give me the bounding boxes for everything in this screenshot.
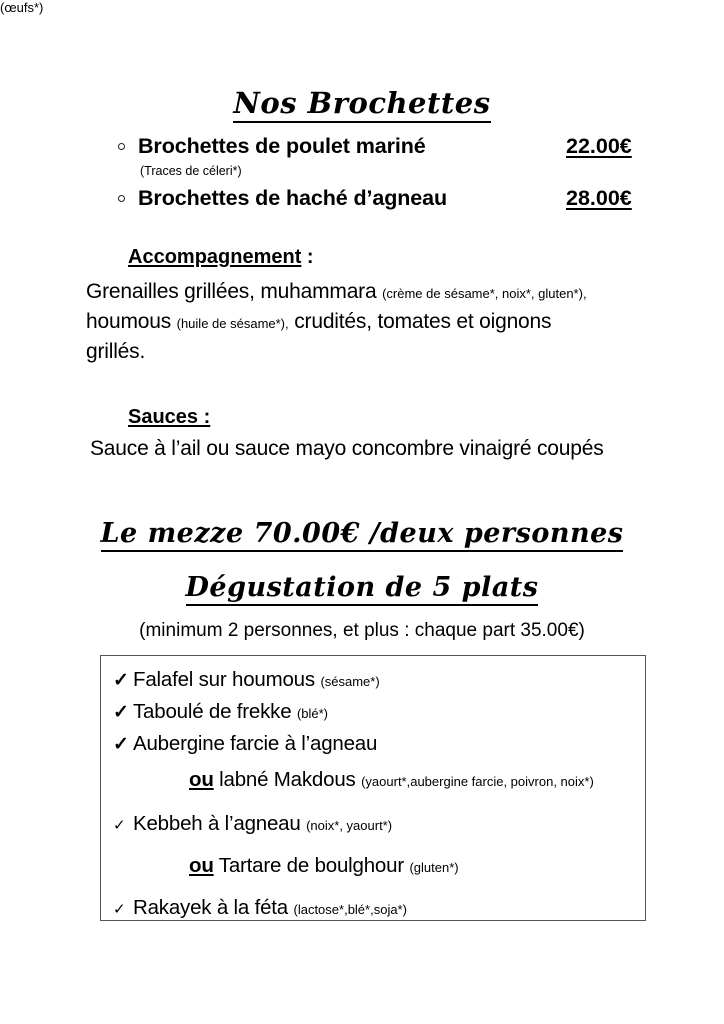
tasting-item-5-name: Rakayek à la féta <box>133 896 294 919</box>
brochettes-title-text: Nos Brochettes <box>233 86 490 123</box>
brochette-item-1 <box>0 134 724 164</box>
mezze-minimum-note: (minimum 2 personnes, et plus : chaque part 35.00€) <box>139 620 585 641</box>
brochettes-title <box>0 86 724 123</box>
sauces-heading <box>128 406 210 429</box>
degustation-title <box>0 572 724 606</box>
tasting-alternative-1-name: labné Makdous <box>213 768 362 791</box>
tasting-alternative-2-prefix: ou <box>189 854 214 877</box>
accompagnement-line-3: grillés. <box>86 340 146 363</box>
check-icon: ✓ <box>113 734 129 755</box>
check-icon: ✓ <box>113 901 126 918</box>
tasting-alternative-1-prefix: ou <box>189 768 214 791</box>
tasting-item-5 <box>113 896 407 920</box>
tasting-item-1 <box>113 668 380 692</box>
brochette-item-2 <box>0 186 724 216</box>
check-icon: ✓ <box>113 702 129 723</box>
check-icon: ✓ <box>113 670 129 691</box>
sauces-allergen-note: (œufs*) <box>0 0 44 15</box>
tasting-menu-box <box>100 655 646 921</box>
tasting-item-2-name: Taboulé de frekke <box>133 700 297 723</box>
brochette-item-1-name: Brochettes de poulet mariné <box>138 134 426 158</box>
brochette-item-2-name: Brochettes de haché d’agneau <box>138 186 448 210</box>
accompagnement-line-1-main: Grenailles grillées, muhammara <box>86 280 383 303</box>
tasting-alternative-1 <box>189 768 594 792</box>
tasting-item-2 <box>113 700 328 724</box>
tasting-alternative-2-name: Tartare de boulghour <box>213 854 410 877</box>
degustation-title-text: Dégustation de 5 plats <box>186 572 539 606</box>
tasting-alternative-2 <box>189 854 459 878</box>
mezze-title-text: Le mezze 70.00€ /deux personnes <box>101 518 624 552</box>
accompagnement-heading-text: Accompagnement <box>128 246 302 268</box>
tasting-item-5-allergens: (lactose*,blé*,soja*) <box>293 902 407 917</box>
mezze-title <box>0 518 724 552</box>
tasting-item-2-allergens: (blé*) <box>296 706 329 721</box>
circle-bullet-icon <box>118 195 125 202</box>
accompagnement-line-2-rest: crudités, tomates et oignons <box>288 310 552 333</box>
accompagnement-heading-colon: : <box>301 246 314 268</box>
tasting-item-1-allergens: (sésame*) <box>320 674 380 689</box>
tasting-item-4 <box>113 812 392 836</box>
brochette-item-2-price: 28.00€ <box>566 186 632 210</box>
check-icon: ✓ <box>113 817 126 834</box>
accompagnement-heading <box>128 246 314 269</box>
tasting-alternative-2-allergens: (gluten*) <box>409 860 459 875</box>
accompagnement-line-2-allergens: (huile de sésame*), <box>176 316 289 331</box>
tasting-item-4-name: Kebbeh à l’agneau <box>133 812 307 835</box>
sauces-heading-text: Sauces : <box>128 406 211 428</box>
circle-bullet-icon <box>118 143 125 150</box>
tasting-item-3 <box>113 732 377 756</box>
tasting-item-4-allergens: (noix*, yaourt*) <box>306 818 393 833</box>
accompagnement-line-2-main: houmous <box>86 310 177 333</box>
brochette-item-1-allergen-note: (Traces de céleri*) <box>140 164 242 178</box>
sauces-line-1: Sauce à l’ail ou sauce mayo concombre vinaigré coupés <box>90 437 604 460</box>
accompagnement-line-1-allergens: (crème de sésame*, noix*, gluten*), <box>382 286 587 301</box>
tasting-item-1-name: Falafel sur houmous <box>133 668 321 691</box>
tasting-item-3-name: Aubergine farcie à l’agneau <box>133 732 378 755</box>
accompagnement-line-2 <box>86 310 551 334</box>
tasting-alternative-1-allergens: (yaourt*,aubergine farcie, poivron, noix*) <box>361 774 594 789</box>
accompagnement-line-1 <box>86 280 587 304</box>
brochette-item-1-price: 22.00€ <box>566 134 632 158</box>
